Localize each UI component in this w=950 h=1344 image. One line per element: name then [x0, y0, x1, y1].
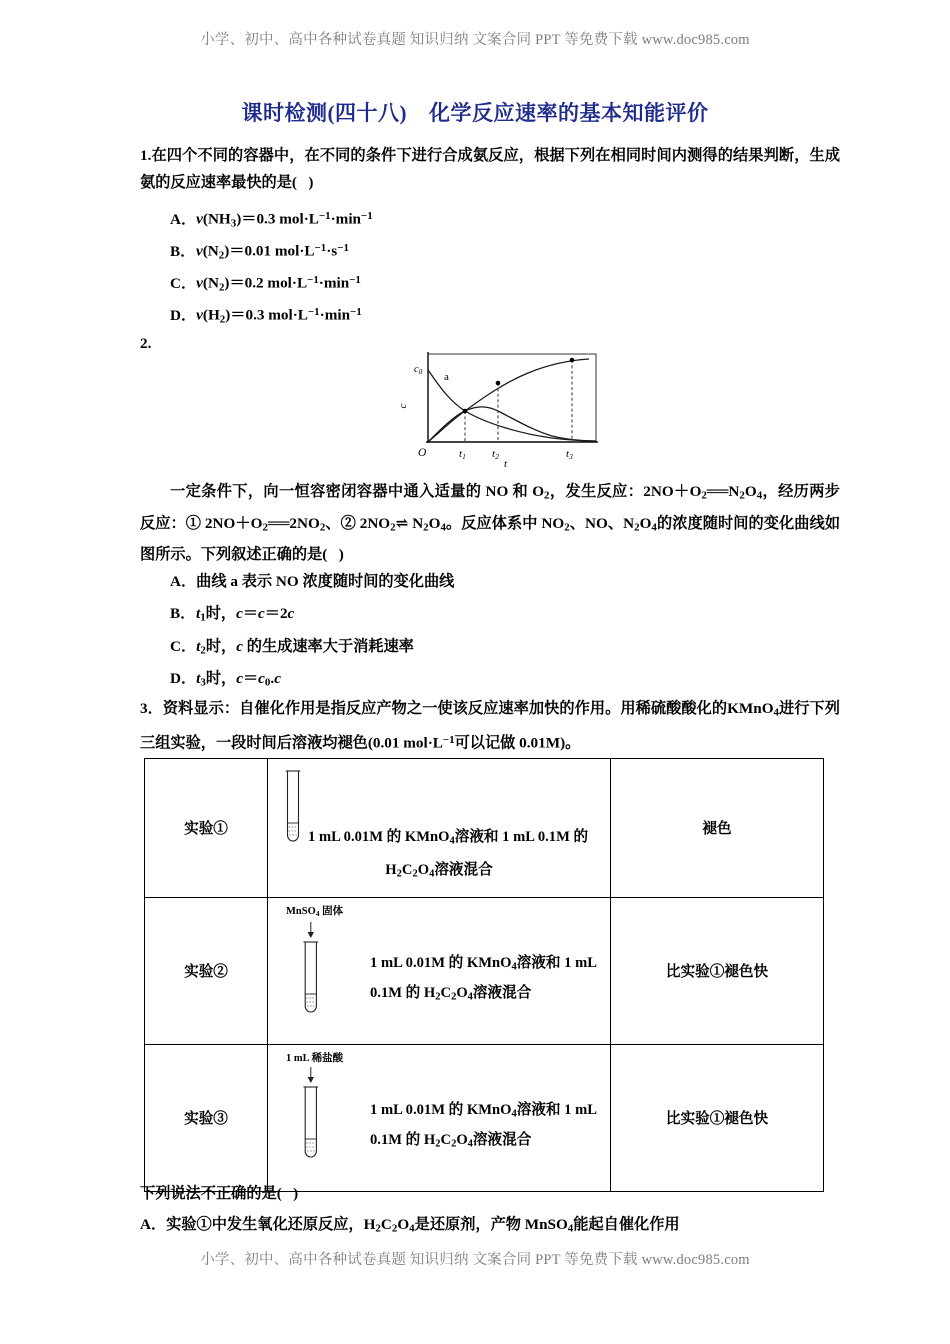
row2-setup-line1: 1 mL 0.01M 的 KMnO$_4$溶液和 1 mL	[370, 954, 598, 973]
chart-curve-hump	[428, 407, 596, 442]
row3-setup	[268, 1044, 611, 1191]
chart-svg	[392, 350, 602, 468]
q2-option-c-label: C．	[170, 638, 197, 655]
q1-option-b: B．$v(N_2)=0.01$ $mol\cdot L^{-1}\cdot s^{-1}$	[170, 235, 349, 269]
title-main: 化学反应速率的基本知能评价	[429, 101, 709, 125]
row2-result: 比实验①褪色快	[611, 897, 824, 1044]
q1-option-c-label: C．	[170, 274, 197, 292]
chart-origin-label: O	[418, 447, 427, 459]
q1-option-d-label: D．	[170, 306, 197, 324]
question-3-stem: 3．资料显示：自催化作用是指反应产物之一使该反应速率加快的作用。用稀硫酸酸化的KMnO$_4$进行下列三组实验，一段时间后溶液均褪色(0.01 $mol\cdot L^{-1}$可以记做 0.01M)。	[140, 700, 840, 752]
q1-option-d: D．$v(H_2)=0.3$ $mol\cdot L^{-1}\cdot\min^{-1}$	[170, 299, 362, 333]
chart-marker-t3	[570, 358, 575, 363]
chart-frame	[428, 354, 596, 442]
q3-option-a-label: A．	[140, 1216, 167, 1233]
title-prefix: 课时检测(四十八)	[241, 101, 407, 125]
q2-option-c: C．$t_2$时，c 的生成速率大于消耗速率	[170, 633, 414, 665]
q1-option-a-label: A．	[170, 210, 197, 228]
question-1-stem: 1.在四个不同的容器中，在不同的条件下进行合成氨反应，根据下列在相同时间内测得的结果判断，生成氨的反应速率最快的是( )	[140, 147, 840, 191]
row2-setup-text	[370, 906, 604, 1011]
question-2-stem: 一定条件下，向一恒容密闭容器中通入适量的 NO 和 $O_2$，发生反应：$2NO+O_2══N_2O_4$，经历两步反应：① $2NO+O_2══2NO_2$、② $2NO_2\rightleftharpoons$ $N_2O_4$。反应体系中 $NO_2$、NO、$N_2O_4$的浓度随时间的变化曲线如图所示。下列叙述正确的是( )	[140, 483, 841, 564]
row1-setup-line1: 1 mL 0.01M 的 KMnO$_4$溶液和 1 mL 0.1M 的	[308, 829, 589, 847]
q1-option-a: A．$v(NH_3)=0.3$ $mol\cdot L^{-1}\cdot\min^{-1}$	[170, 203, 373, 237]
watermark-bottom: 小学、初中、高中各种试卷真题 知识归纳 文案合同 PPT 等免费下载 www.doc985.com	[200, 1252, 750, 1268]
chart-xlabel: t	[504, 458, 508, 468]
chart-ylabel: c	[397, 403, 409, 409]
table-row	[145, 759, 824, 898]
row1-setup	[268, 759, 611, 898]
test-tube-icon	[298, 920, 368, 1029]
row3-result: 比实验①褪色快	[611, 1044, 824, 1191]
row2-tube-group	[282, 906, 368, 1029]
row3-setup-text	[370, 1053, 604, 1158]
row1-setup-inner	[268, 759, 610, 897]
concentration-time-chart	[392, 350, 602, 468]
q2-option-b: B．$t_1$时，c＝c＝2c	[170, 600, 294, 632]
q2-option-a-label: A．	[170, 573, 197, 590]
q3-option-a: A．实验①中发生氧化还原反应，$H_2C_2O_4$是还原剂，产物 MnSO$_4$能起自催化作用	[140, 1211, 680, 1243]
row2-experiment: 实验②	[145, 897, 268, 1044]
q2-option-b-label: B．	[170, 605, 196, 622]
chart-xtick-t3: t3	[566, 448, 573, 461]
row1-experiment: 实验①	[145, 759, 268, 898]
row2-setup	[268, 897, 611, 1044]
row2-tube-caption: MnSO$_4$ 固体	[286, 905, 344, 918]
chart-annotation-a: a	[444, 371, 449, 383]
row1-result: 褪色	[611, 759, 824, 898]
row1-setup-line2: $H_2C_2O_4$溶液混合	[385, 862, 493, 880]
test-tube-icon	[298, 1065, 368, 1174]
row3-setup-line1: 1 mL 0.01M 的 KMnO$_4$溶液和 1 mL	[370, 1101, 598, 1120]
q2-option-d: D．$t_3$时，$c=c_0.c$	[170, 665, 281, 697]
row3-experiment: 实验③	[145, 1044, 268, 1191]
q1-option-b-label: B．	[170, 242, 196, 260]
q2-option-a: A．曲线 a 表示 NO 浓度随时间的变化曲线	[170, 568, 454, 595]
chart-marker-t1	[463, 409, 468, 414]
page-title	[0, 97, 950, 127]
experiment-table	[144, 758, 824, 1192]
row3-setup-inner	[268, 1045, 610, 1191]
row2-setup-line2: 0.1M 的 $H_2C_2O_4$溶液混合	[370, 985, 532, 1003]
row3-setup-line2: 0.1M 的 $H_2C_2O_4$溶液混合	[370, 1132, 532, 1150]
row2-setup-inner	[268, 898, 610, 1044]
chart-xtick-t2: t2	[492, 448, 499, 461]
question-3-prompt: 下列说法不正确的是( )	[140, 1185, 299, 1202]
q1-option-c: C．$v(N_2)=0.2$ $mol\cdot L^{-1}\cdot\min^{-1}$	[170, 267, 361, 301]
chart-marker-t2	[496, 381, 501, 386]
row3-tube-caption: 1 mL 稀盐酸	[286, 1052, 344, 1064]
q2-option-d-label: D．	[170, 670, 197, 687]
row3-tube-group	[282, 1053, 368, 1174]
test-tube-icon	[280, 767, 306, 858]
chart-xtick-t1: t1	[459, 448, 466, 461]
table-row	[145, 1044, 824, 1191]
question-2-number: 2.	[140, 335, 152, 352]
table-row	[145, 897, 824, 1044]
chart-y-top-label: c0	[414, 364, 423, 376]
watermark-top: 小学、初中、高中各种试卷真题 知识归纳 文案合同 PPT 等免费下载 www.doc985.com	[200, 32, 750, 48]
